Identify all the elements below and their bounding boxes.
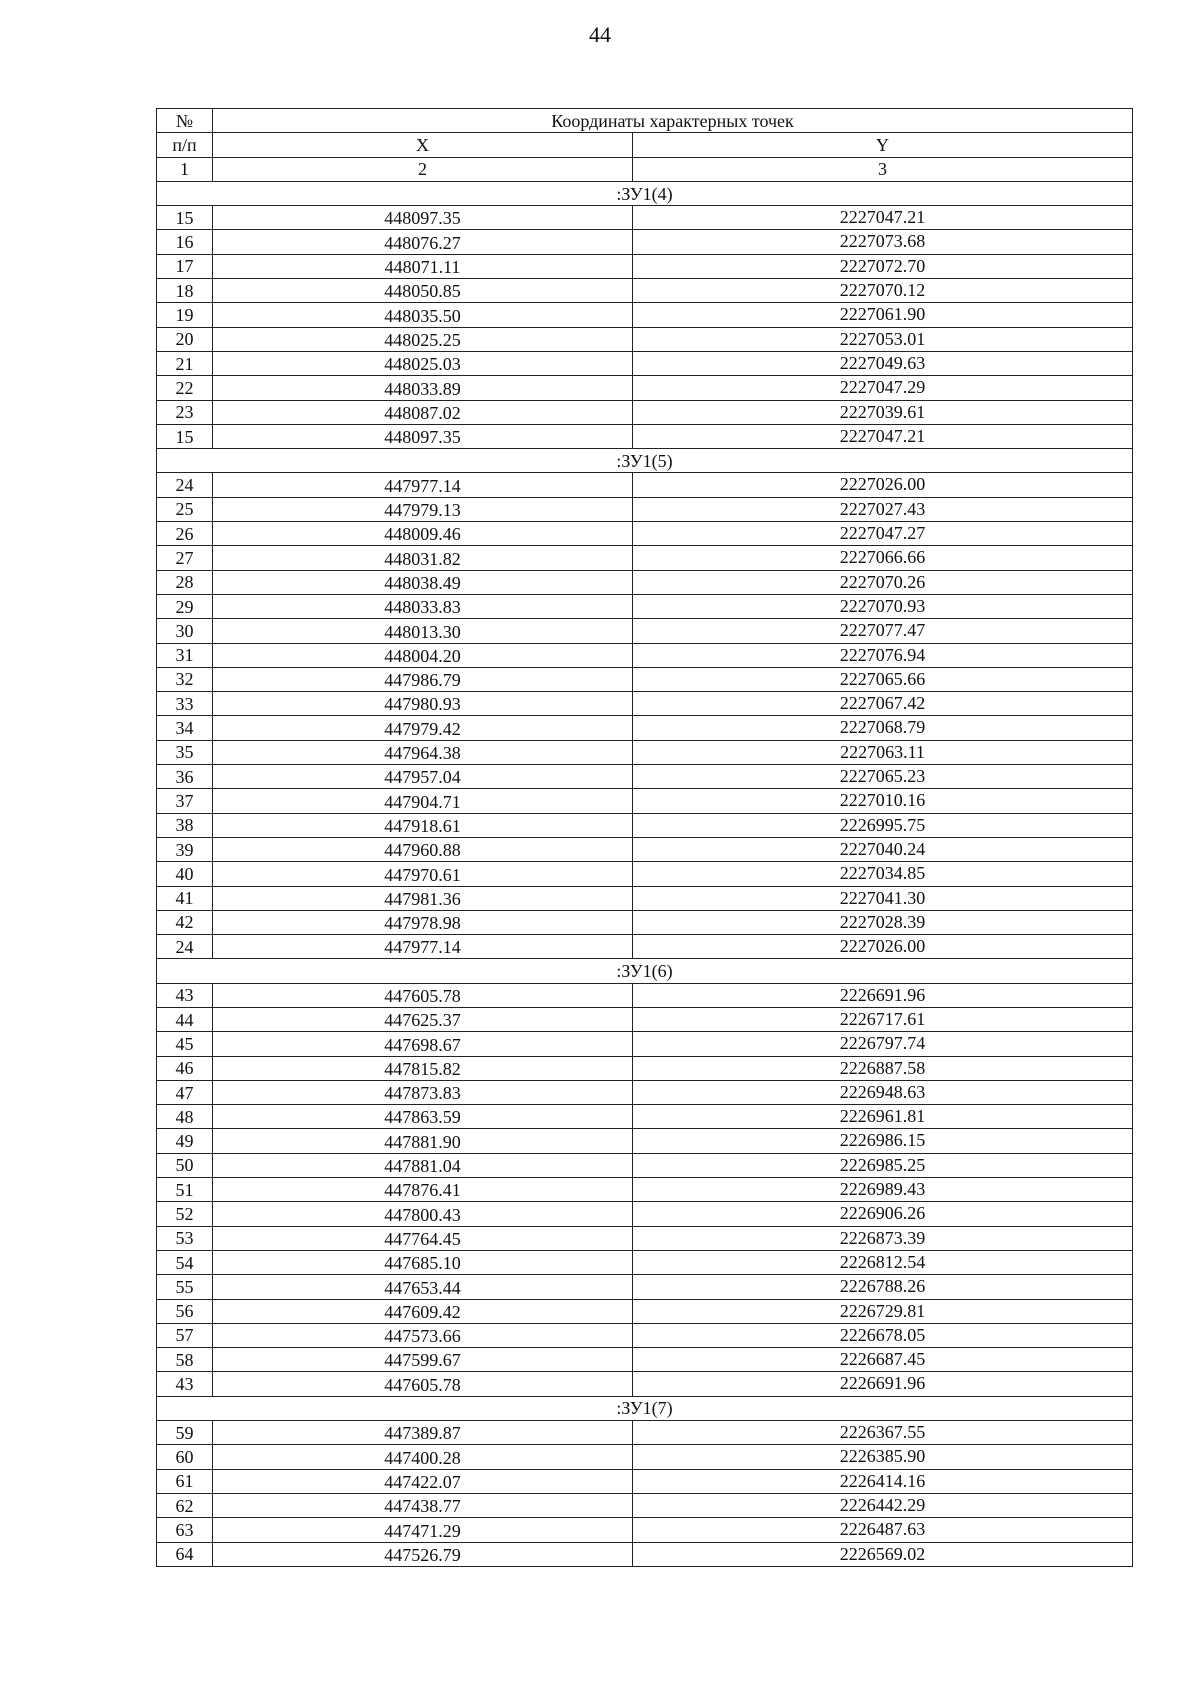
x-coordinate: 447698.67: [213, 1032, 633, 1056]
y-coordinate: 2226414.16: [633, 1469, 1133, 1493]
x-coordinate: 447605.78: [213, 983, 633, 1007]
table-row: [157, 1323, 1133, 1347]
y-coordinate: 2226691.96: [633, 1372, 1133, 1396]
x-coordinate: 447438.77: [213, 1493, 633, 1517]
point-number: 61: [157, 1469, 213, 1493]
table-row: [157, 1080, 1133, 1104]
y-coordinate: 2227040.24: [633, 837, 1133, 861]
table-row: [157, 1542, 1133, 1566]
table-row: [157, 813, 1133, 837]
table-row: [157, 206, 1133, 230]
point-number: 39: [157, 837, 213, 861]
coordinates-table: [156, 108, 1133, 1567]
table-header: [157, 109, 1133, 182]
table-row: [157, 886, 1133, 910]
y-coordinate: 2227010.16: [633, 789, 1133, 813]
point-number: 29: [157, 594, 213, 618]
y-coordinate: 2226985.25: [633, 1153, 1133, 1177]
y-coordinate: 2227027.43: [633, 497, 1133, 521]
y-coordinate: 2226442.29: [633, 1493, 1133, 1517]
table-row: [157, 692, 1133, 716]
point-number: 43: [157, 983, 213, 1007]
x-coordinate: 447526.79: [213, 1542, 633, 1566]
y-coordinate: 2226678.05: [633, 1323, 1133, 1347]
x-coordinate: 448025.03: [213, 351, 633, 375]
y-coordinate: 2227065.23: [633, 765, 1133, 789]
x-coordinate: 448031.82: [213, 546, 633, 570]
x-coordinate: 447573.66: [213, 1323, 633, 1347]
y-coordinate: 2227077.47: [633, 619, 1133, 643]
coords-title-header: Координаты характерных точек: [213, 109, 1133, 133]
x-coordinate: 447881.04: [213, 1153, 633, 1177]
x-coordinate: 447876.41: [213, 1178, 633, 1202]
x-coordinate: 447957.04: [213, 765, 633, 789]
table-row: [157, 594, 1133, 618]
point-number: 30: [157, 619, 213, 643]
y-coordinate: 2226961.81: [633, 1105, 1133, 1129]
y-coordinate: 2227073.68: [633, 230, 1133, 254]
table-row: [157, 1105, 1133, 1129]
point-number: 26: [157, 522, 213, 546]
table-row: [157, 1299, 1133, 1323]
y-coordinate: 2226887.58: [633, 1056, 1133, 1080]
point-number: 15: [157, 424, 213, 448]
x-coordinate: 447389.87: [213, 1421, 633, 1445]
x-coordinate: 448025.25: [213, 327, 633, 351]
table-row: [157, 1348, 1133, 1372]
point-number: 53: [157, 1226, 213, 1250]
x-coordinate: 447979.13: [213, 497, 633, 521]
y-coordinate: 2226948.63: [633, 1080, 1133, 1104]
section-title: :ЗУ1(4): [157, 181, 1133, 205]
section-header-row: [157, 1396, 1133, 1420]
y-coordinate: 2226717.61: [633, 1007, 1133, 1031]
x-coordinate: 447881.90: [213, 1129, 633, 1153]
column-index-3: 3: [633, 157, 1133, 181]
y-coordinate: 2227063.11: [633, 740, 1133, 764]
table-row: [157, 522, 1133, 546]
table-row: [157, 983, 1133, 1007]
page-number: 44: [589, 22, 611, 47]
point-number: 54: [157, 1250, 213, 1274]
table-row: [157, 619, 1133, 643]
point-number: 24: [157, 935, 213, 959]
table-row: [157, 570, 1133, 594]
point-number: 23: [157, 400, 213, 424]
point-number: 48: [157, 1105, 213, 1129]
table-row: [157, 1056, 1133, 1080]
table-row: [157, 1032, 1133, 1056]
table-row: [157, 473, 1133, 497]
table-row: [157, 1007, 1133, 1031]
x-coordinate: 447599.67: [213, 1348, 633, 1372]
y-coordinate: 2226569.02: [633, 1542, 1133, 1566]
point-number: 22: [157, 376, 213, 400]
point-number: 34: [157, 716, 213, 740]
x-coordinate: 448076.27: [213, 230, 633, 254]
num-header-abbrev: п/п: [157, 133, 213, 157]
table-row: [157, 230, 1133, 254]
table-row: [157, 643, 1133, 667]
x-coordinate: 447685.10: [213, 1250, 633, 1274]
point-number: 51: [157, 1178, 213, 1202]
table-row: [157, 740, 1133, 764]
table-row: [157, 497, 1133, 521]
y-coordinate: 2226729.81: [633, 1299, 1133, 1323]
point-number: 63: [157, 1518, 213, 1542]
y-coordinate: 2226995.75: [633, 813, 1133, 837]
point-number: 16: [157, 230, 213, 254]
table-row: [157, 254, 1133, 278]
y-coordinate: 2226385.90: [633, 1445, 1133, 1469]
table-row: [157, 1129, 1133, 1153]
y-coordinate: 2226487.63: [633, 1518, 1133, 1542]
table-row: [157, 376, 1133, 400]
y-coordinate: 2227070.26: [633, 570, 1133, 594]
point-number: 60: [157, 1445, 213, 1469]
point-number: 32: [157, 667, 213, 691]
table-row: [157, 279, 1133, 303]
y-coordinate: 2227076.94: [633, 643, 1133, 667]
x-coordinate: 447986.79: [213, 667, 633, 691]
x-coordinate: 448097.35: [213, 424, 633, 448]
table-row: [157, 910, 1133, 934]
x-coordinate: 448087.02: [213, 400, 633, 424]
y-coordinate: 2227065.66: [633, 667, 1133, 691]
y-coordinate: 2227053.01: [633, 327, 1133, 351]
table-row: [157, 667, 1133, 691]
y-coordinate: 2226906.26: [633, 1202, 1133, 1226]
y-coordinate: 2226989.43: [633, 1178, 1133, 1202]
table-row: [157, 327, 1133, 351]
x-coordinate: 447400.28: [213, 1445, 633, 1469]
point-number: 52: [157, 1202, 213, 1226]
x-coordinate: 447800.43: [213, 1202, 633, 1226]
point-number: 59: [157, 1421, 213, 1445]
table-row: [157, 1469, 1133, 1493]
table-row: [157, 303, 1133, 327]
table-row: [157, 1518, 1133, 1542]
table-body: [157, 181, 1133, 1566]
y-coordinate: 2227047.27: [633, 522, 1133, 546]
x-coordinate: 447863.59: [213, 1105, 633, 1129]
y-coordinate: 2227070.12: [633, 279, 1133, 303]
table-row: [157, 837, 1133, 861]
y-coordinate: 2226691.96: [633, 983, 1133, 1007]
table-row: [157, 716, 1133, 740]
point-number: 41: [157, 886, 213, 910]
point-number: 27: [157, 546, 213, 570]
x-coordinate: 447977.14: [213, 935, 633, 959]
x-coordinate: 448004.20: [213, 643, 633, 667]
x-coordinate: 447653.44: [213, 1275, 633, 1299]
y-coordinate: 2227072.70: [633, 254, 1133, 278]
point-number: 56: [157, 1299, 213, 1323]
point-number: 49: [157, 1129, 213, 1153]
x-coordinate: 448071.11: [213, 254, 633, 278]
x-coordinate: 447978.98: [213, 910, 633, 934]
x-coordinate: 447904.71: [213, 789, 633, 813]
table-row: [157, 1445, 1133, 1469]
table-row: [157, 546, 1133, 570]
point-number: 45: [157, 1032, 213, 1056]
table-row: [157, 1153, 1133, 1177]
table-row: [157, 1275, 1133, 1299]
num-header-symbol: №: [157, 109, 213, 133]
y-coordinate: 2226873.39: [633, 1226, 1133, 1250]
x-coordinate: 447979.42: [213, 716, 633, 740]
y-coordinate: 2227070.93: [633, 594, 1133, 618]
point-number: 42: [157, 910, 213, 934]
point-number: 46: [157, 1056, 213, 1080]
point-number: 21: [157, 351, 213, 375]
x-coordinate: 447873.83: [213, 1080, 633, 1104]
section-header-row: [157, 449, 1133, 473]
x-coordinate: 447764.45: [213, 1226, 633, 1250]
x-coordinate: 448038.49: [213, 570, 633, 594]
point-number: 44: [157, 1007, 213, 1031]
y-coordinate: 2227028.39: [633, 910, 1133, 934]
table-row: [157, 935, 1133, 959]
y-coordinate: 2226797.74: [633, 1032, 1133, 1056]
x-coordinate: 447471.29: [213, 1518, 633, 1542]
point-number: 55: [157, 1275, 213, 1299]
column-index-1: 1: [157, 157, 213, 181]
section-header-row: [157, 181, 1133, 205]
y-column-header: Y: [633, 133, 1133, 157]
y-coordinate: 2227039.61: [633, 400, 1133, 424]
point-number: 62: [157, 1493, 213, 1517]
point-number: 33: [157, 692, 213, 716]
table-row: [157, 789, 1133, 813]
point-number: 18: [157, 279, 213, 303]
y-coordinate: 2227066.66: [633, 546, 1133, 570]
point-number: 40: [157, 862, 213, 886]
y-coordinate: 2227061.90: [633, 303, 1133, 327]
point-number: 17: [157, 254, 213, 278]
section-title: :ЗУ1(7): [157, 1396, 1133, 1420]
table-row: [157, 765, 1133, 789]
y-coordinate: 2227068.79: [633, 716, 1133, 740]
point-number: 20: [157, 327, 213, 351]
y-coordinate: 2226986.15: [633, 1129, 1133, 1153]
y-coordinate: 2227067.42: [633, 692, 1133, 716]
table-row: [157, 1226, 1133, 1250]
x-coordinate: 447422.07: [213, 1469, 633, 1493]
x-coordinate: 447625.37: [213, 1007, 633, 1031]
table-row: [157, 424, 1133, 448]
y-coordinate: 2227041.30: [633, 886, 1133, 910]
x-coordinate: 447609.42: [213, 1299, 633, 1323]
x-coordinate: 448035.50: [213, 303, 633, 327]
y-coordinate: 2227026.00: [633, 935, 1133, 959]
section-title: :ЗУ1(6): [157, 959, 1133, 983]
x-column-header: X: [213, 133, 633, 157]
x-coordinate: 447970.61: [213, 862, 633, 886]
table-row: [157, 1421, 1133, 1445]
y-coordinate: 2226687.45: [633, 1348, 1133, 1372]
point-number: 31: [157, 643, 213, 667]
x-coordinate: 448009.46: [213, 522, 633, 546]
point-number: 25: [157, 497, 213, 521]
x-coordinate: 447981.36: [213, 886, 633, 910]
y-coordinate: 2227049.63: [633, 351, 1133, 375]
point-number: 47: [157, 1080, 213, 1104]
point-number: 64: [157, 1542, 213, 1566]
y-coordinate: 2226812.54: [633, 1250, 1133, 1274]
section-header-row: [157, 959, 1133, 983]
point-number: 24: [157, 473, 213, 497]
table-row: [157, 1493, 1133, 1517]
point-number: 43: [157, 1372, 213, 1396]
y-coordinate: 2227026.00: [633, 473, 1133, 497]
point-number: 36: [157, 765, 213, 789]
table-row: [157, 1372, 1133, 1396]
table-row: [157, 1250, 1133, 1274]
point-number: 15: [157, 206, 213, 230]
x-coordinate: 447964.38: [213, 740, 633, 764]
table-row: [157, 1202, 1133, 1226]
x-coordinate: 448013.30: [213, 619, 633, 643]
table-row: [157, 351, 1133, 375]
column-index-2: 2: [213, 157, 633, 181]
x-coordinate: 447605.78: [213, 1372, 633, 1396]
point-number: 37: [157, 789, 213, 813]
y-coordinate: 2227047.21: [633, 206, 1133, 230]
point-number: 38: [157, 813, 213, 837]
x-coordinate: 448033.83: [213, 594, 633, 618]
point-number: 35: [157, 740, 213, 764]
x-coordinate: 448050.85: [213, 279, 633, 303]
y-coordinate: 2226788.26: [633, 1275, 1133, 1299]
point-number: 57: [157, 1323, 213, 1347]
x-coordinate: 448097.35: [213, 206, 633, 230]
table-row: [157, 1178, 1133, 1202]
x-coordinate: 447918.61: [213, 813, 633, 837]
x-coordinate: 447960.88: [213, 837, 633, 861]
y-coordinate: 2226367.55: [633, 1421, 1133, 1445]
point-number: 58: [157, 1348, 213, 1372]
x-coordinate: 448033.89: [213, 376, 633, 400]
point-number: 50: [157, 1153, 213, 1177]
x-coordinate: 447977.14: [213, 473, 633, 497]
table-row: [157, 400, 1133, 424]
y-coordinate: 2227047.29: [633, 376, 1133, 400]
section-title: :ЗУ1(5): [157, 449, 1133, 473]
y-coordinate: 2227034.85: [633, 862, 1133, 886]
y-coordinate: 2227047.21: [633, 424, 1133, 448]
table-row: [157, 862, 1133, 886]
x-coordinate: 447980.93: [213, 692, 633, 716]
point-number: 28: [157, 570, 213, 594]
x-coordinate: 447815.82: [213, 1056, 633, 1080]
point-number: 19: [157, 303, 213, 327]
